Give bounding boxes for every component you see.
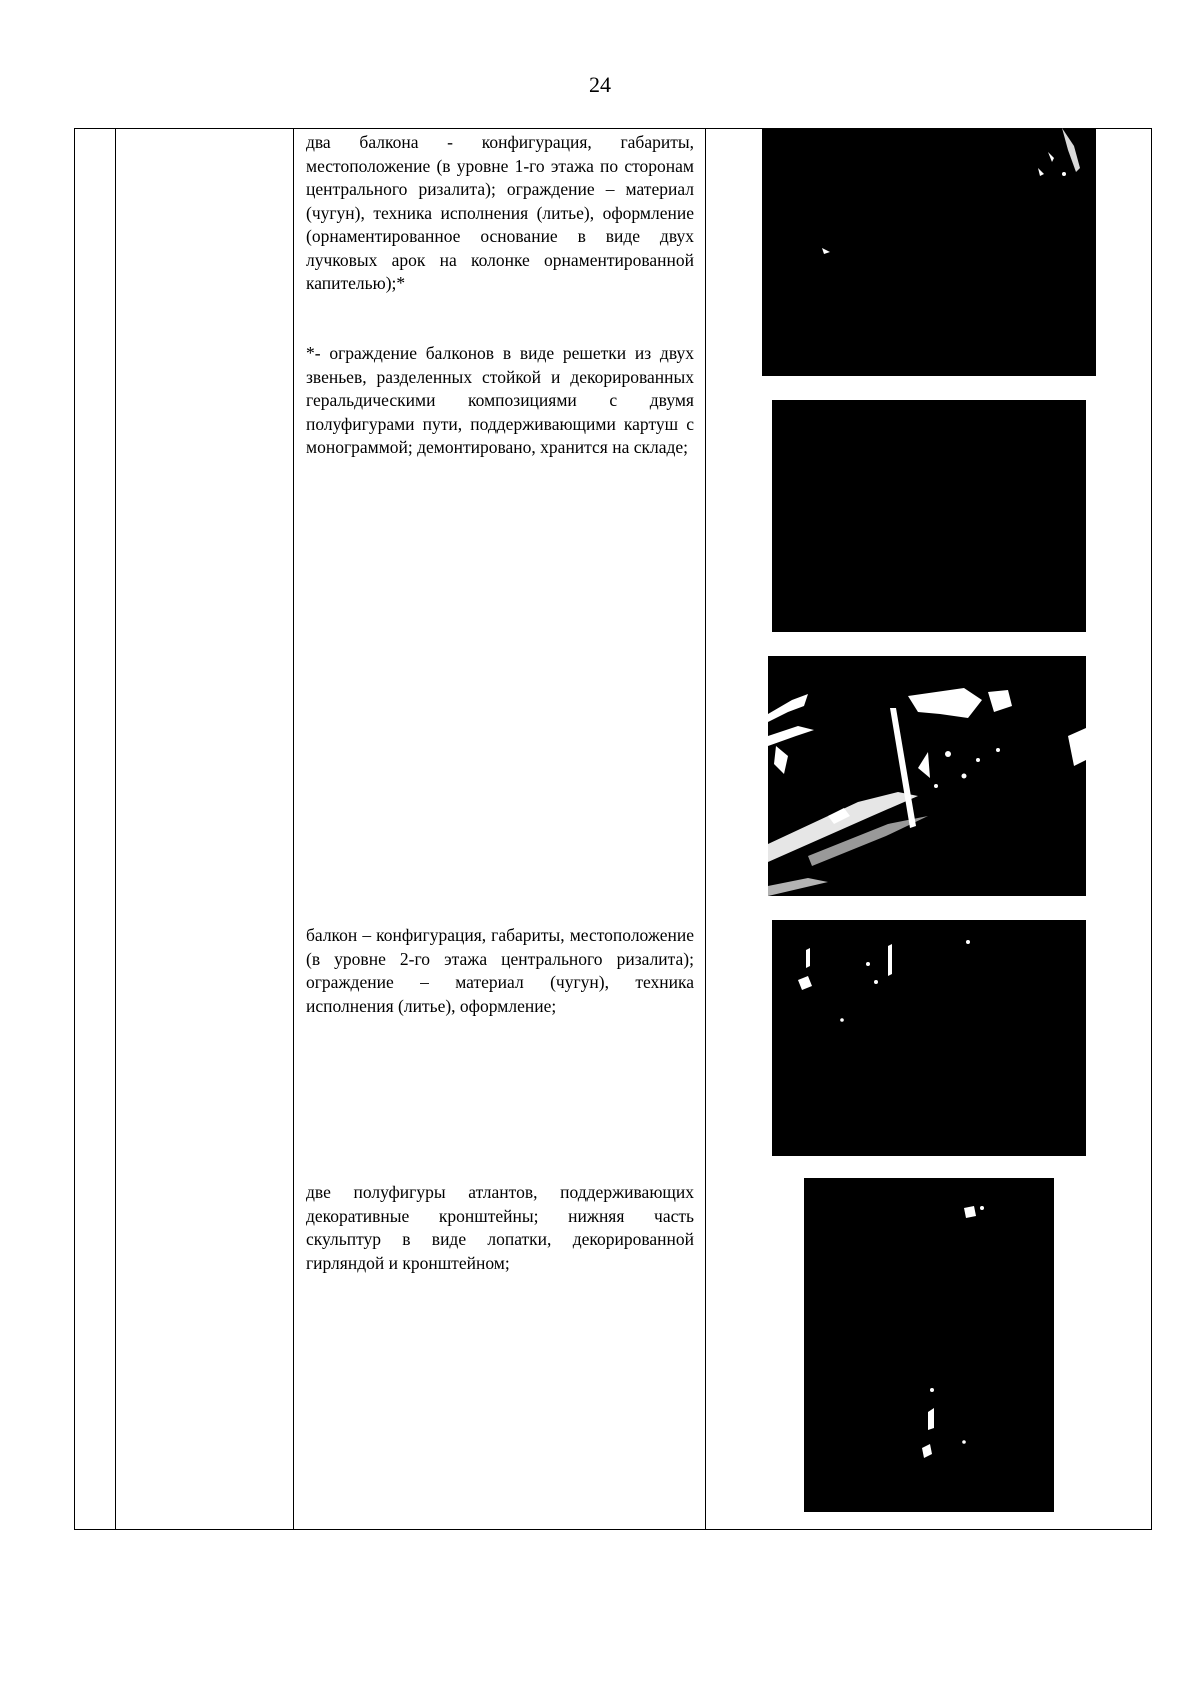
column-divider-2: [293, 129, 294, 1529]
photo-balcony-second-floor: [772, 920, 1086, 1156]
column-divider-3: [705, 129, 706, 1529]
text-block-atlantes: две полуфигуры атлантов, поддерживающих декоративные кронштейны; нижняя часть скульптур в виде лопатки, декорированной гирляндой и кронштейном;: [306, 1182, 694, 1273]
text-block-balcony-second-floor: балкон – конфигурация, габариты, местоположение (в уровне 2-го этажа центрального ризалита); ограждение – материал (чугун), техника исполнения (литье), оформление;: [306, 925, 694, 1016]
photo-atlantes: [804, 1178, 1054, 1512]
page-number: 24: [589, 72, 611, 97]
column-divider-1: [115, 129, 116, 1529]
text-block-balcony-railing-note: *- ограждение балконов в виде решетки из двух звеньев, разделенных стойкой и декорированных геральдическими композициями с двумя полуфигурами пути, поддерживающими картуш с монограммой; демонтировано, хранится на складе;: [306, 343, 694, 457]
photo-balcony-2: [772, 400, 1086, 632]
text-block-balconies-first-floor: два балкона - конфигурация, габариты, местоположение (в уровне 1-го этажа по сторонам центрального ризалита); ограждение – материал (чугун), техника исполнения (литье), оформление (орнаментированное основание в виде двух лучковых арок на колонке орнаментированной капителью);*: [306, 132, 694, 293]
photo-railing-detail: [768, 656, 1086, 896]
photo-balcony-1: [762, 128, 1096, 376]
